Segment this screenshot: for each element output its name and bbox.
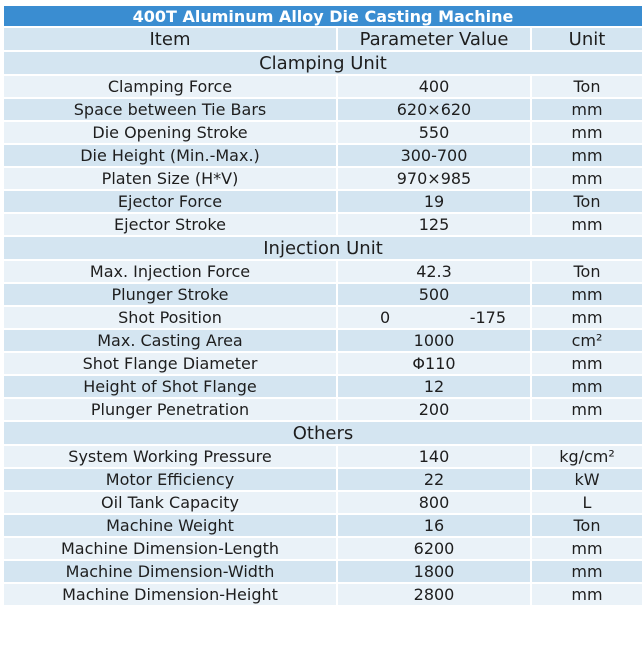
row-item: Plunger Penetration [3, 398, 337, 421]
row-item: Ejector Force [3, 190, 337, 213]
row-value: 400 [337, 75, 531, 98]
row-unit: mm [531, 560, 643, 583]
row-value: 140 [337, 445, 531, 468]
section-title: Clamping Unit [3, 51, 643, 75]
row-value: 800 [337, 491, 531, 514]
row-value: 1000 [337, 329, 531, 352]
row-unit: mm [531, 306, 643, 329]
row-item: Space between Tie Bars [3, 98, 337, 121]
row-unit: kg/cm² [531, 445, 643, 468]
section-clamping [3, 51, 643, 75]
table-row [3, 398, 643, 421]
table-row [3, 75, 643, 98]
row-value: 12 [337, 375, 531, 398]
row-value [337, 306, 531, 329]
row-item: Oil Tank Capacity [3, 491, 337, 514]
row-value: 125 [337, 213, 531, 236]
header-unit: Unit [531, 27, 643, 51]
header-value: Parameter Value [337, 27, 531, 51]
row-unit: Ton [531, 75, 643, 98]
table-row [3, 445, 643, 468]
table-row [3, 213, 643, 236]
row-item: Max. Casting Area [3, 329, 337, 352]
table-row [3, 514, 643, 537]
row-unit: mm [531, 537, 643, 560]
row-unit: mm [531, 121, 643, 144]
table-row [3, 560, 643, 583]
row-value: 550 [337, 121, 531, 144]
row-item: Machine Dimension-Length [3, 537, 337, 560]
row-item: Die Height (Min.-Max.) [3, 144, 337, 167]
table-row [3, 583, 643, 606]
header-row [3, 27, 643, 51]
row-item: Motor Efficiency [3, 468, 337, 491]
table-row [3, 537, 643, 560]
row-unit: kW [531, 468, 643, 491]
row-value: 22 [337, 468, 531, 491]
table-row [3, 375, 643, 398]
table-row [3, 306, 643, 329]
row-unit: mm [531, 98, 643, 121]
row-item: System Working Pressure [3, 445, 337, 468]
row-unit: mm [531, 213, 643, 236]
row-item: Die Opening Stroke [3, 121, 337, 144]
row-unit: Ton [531, 514, 643, 537]
row-item: Machine Weight [3, 514, 337, 537]
table-row [3, 190, 643, 213]
row-value: 970×985 [337, 167, 531, 190]
table-row [3, 121, 643, 144]
spec-table [2, 4, 644, 607]
table-row [3, 352, 643, 375]
row-item: Plunger Stroke [3, 283, 337, 306]
table-row [3, 283, 643, 306]
row-unit: L [531, 491, 643, 514]
row-unit: mm [531, 144, 643, 167]
table-row [3, 329, 643, 352]
row-item: Shot Flange Diameter [3, 352, 337, 375]
table-title: 400T Aluminum Alloy Die Casting Machine [3, 5, 643, 27]
row-item: Machine Dimension-Width [3, 560, 337, 583]
row-item: Shot Position [3, 306, 337, 329]
row-unit: Ton [531, 260, 643, 283]
row-unit: mm [531, 352, 643, 375]
table-row [3, 98, 643, 121]
row-value: 42.3 [337, 260, 531, 283]
row-unit: mm [531, 375, 643, 398]
table-row [3, 260, 643, 283]
row-unit: mm [531, 167, 643, 190]
row-value: Φ110 [337, 352, 531, 375]
row-value: 200 [337, 398, 531, 421]
row-item: Platen Size (H*V) [3, 167, 337, 190]
row-unit: mm [531, 583, 643, 606]
row-item: Ejector Stroke [3, 213, 337, 236]
row-value: 16 [337, 514, 531, 537]
row-item: Machine Dimension-Height [3, 583, 337, 606]
row-value: 1800 [337, 560, 531, 583]
section-others [3, 421, 643, 445]
section-injection [3, 236, 643, 260]
table-row [3, 167, 643, 190]
row-unit: mm [531, 283, 643, 306]
shot-position-values [338, 308, 530, 327]
table-row [3, 491, 643, 514]
row-item: Clamping Force [3, 75, 337, 98]
row-unit: mm [531, 398, 643, 421]
row-unit: cm² [531, 329, 643, 352]
shot-position-max: -175 [469, 308, 506, 327]
row-value: 620×620 [337, 98, 531, 121]
row-unit: Ton [531, 190, 643, 213]
row-item: Max. Injection Force [3, 260, 337, 283]
row-item: Height of Shot Flange [3, 375, 337, 398]
row-value: 19 [337, 190, 531, 213]
header-item: Item [3, 27, 337, 51]
shot-position-min: 0 [380, 308, 391, 327]
section-title: Injection Unit [3, 236, 643, 260]
row-value: 300-700 [337, 144, 531, 167]
row-value: 2800 [337, 583, 531, 606]
spec-table-container [2, 4, 642, 607]
table-title-row [3, 5, 643, 27]
table-row [3, 468, 643, 491]
table-row [3, 144, 643, 167]
row-value: 500 [337, 283, 531, 306]
row-value: 6200 [337, 537, 531, 560]
section-title: Others [3, 421, 643, 445]
